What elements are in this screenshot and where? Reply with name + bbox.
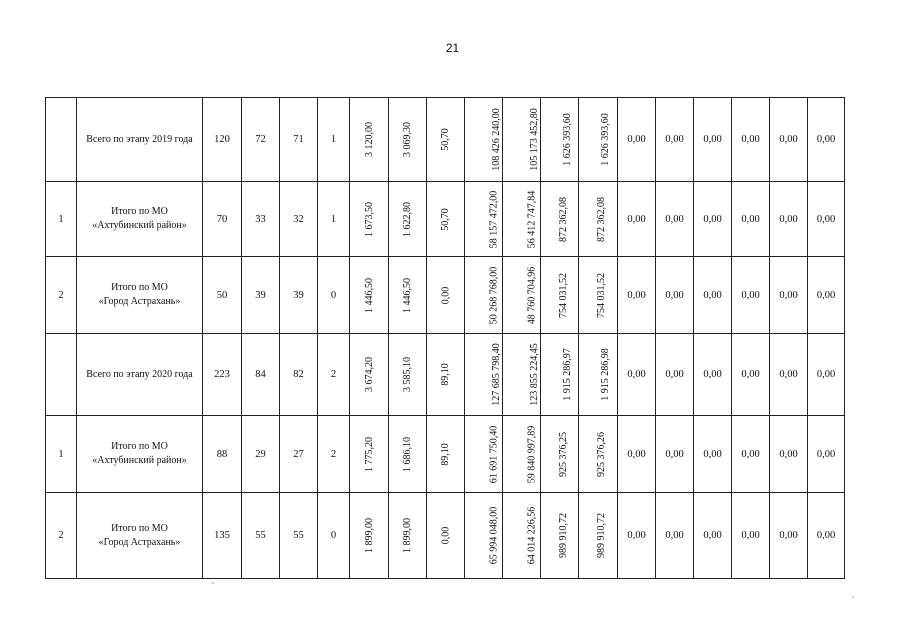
cell-zero: 0,00 xyxy=(808,257,845,334)
cell-zero: 0,00 xyxy=(732,182,770,257)
row-number: 2 xyxy=(46,257,77,334)
table-row xyxy=(46,257,845,334)
cell-zero: 0,00 xyxy=(694,182,732,257)
cell-zero: 0,00 xyxy=(732,334,770,416)
row-name xyxy=(77,257,203,334)
cell-value: 3 674,20 xyxy=(363,357,375,392)
cell-value: 0,00 xyxy=(440,526,451,545)
cell-zero: 0,00 xyxy=(618,98,656,182)
cell-value: 89,10 xyxy=(440,442,451,466)
cell-value: 61 691 750,40 xyxy=(488,425,500,483)
cell-count-2: 33 xyxy=(242,182,280,257)
cell-value: 1 446,50 xyxy=(363,277,375,313)
cell-count-4: 0 xyxy=(318,493,350,579)
cell-value: 1 899,00 xyxy=(363,518,375,553)
cell-value: 989 910,72 xyxy=(558,513,569,558)
row-number: 1 xyxy=(46,182,77,257)
cell-cost-fund xyxy=(503,182,541,257)
cell-cost-region xyxy=(541,334,579,416)
cell-count-4: 2 xyxy=(318,334,350,416)
cell-cost-region xyxy=(541,182,579,257)
cell-zero: 0,00 xyxy=(808,182,845,257)
cell-value: 925 376,26 xyxy=(596,431,607,477)
cell-count-1: 88 xyxy=(203,416,242,493)
cell-value: 754 031,52 xyxy=(558,272,569,318)
cell-value: 3 069,30 xyxy=(402,122,413,157)
cell-cost-fund xyxy=(503,493,541,579)
row-name-line: «Ахтубинский район» xyxy=(92,220,187,231)
row-name xyxy=(77,334,203,416)
row-name-line: «Ахтубинский район» xyxy=(92,455,187,466)
cell-zero: 0,00 xyxy=(618,257,656,334)
cell-value: 105 173 452,80 xyxy=(528,108,540,171)
cell-count-4: 0 xyxy=(318,257,350,334)
cell-value: 1 775,20 xyxy=(363,436,375,472)
cell-value: 872 362,08 xyxy=(558,196,569,242)
row-number xyxy=(46,98,77,182)
cell-area-rest xyxy=(427,416,465,493)
report-table xyxy=(45,97,845,579)
cell-area-rest xyxy=(427,257,465,334)
cell-count-2: 72 xyxy=(242,98,280,182)
cell-value: 50 268 768,00 xyxy=(488,266,500,324)
cell-count-1: 120 xyxy=(203,98,242,182)
cell-zero: 0,00 xyxy=(656,98,694,182)
cell-value: 872 362,08 xyxy=(596,196,607,242)
cell-zero: 0,00 xyxy=(770,334,808,416)
cell-value: 123 855 224,45 xyxy=(528,343,540,406)
cell-count-3: 82 xyxy=(280,334,318,416)
cell-area-total xyxy=(350,493,389,579)
cell-zero: 0,00 xyxy=(656,493,694,579)
cell-value: 48 760 704,96 xyxy=(526,266,538,324)
cell-zero: 0,00 xyxy=(656,257,694,334)
cell-zero: 0,00 xyxy=(732,257,770,334)
cell-cost-total xyxy=(465,334,503,416)
cell-value: 50,70 xyxy=(440,207,451,231)
cell-count-1: 135 xyxy=(203,493,242,579)
row-name xyxy=(77,416,203,493)
cell-cost-fund xyxy=(503,257,541,334)
row-name-line: Итого по МО xyxy=(111,206,168,217)
cell-cost-total xyxy=(465,493,503,579)
page-number: 21 xyxy=(445,41,460,55)
cell-value: 1 673,50 xyxy=(363,201,375,237)
cell-cost-total xyxy=(465,257,503,334)
cell-cost-local xyxy=(579,182,618,257)
table-row xyxy=(46,493,845,579)
cell-value: 989 910,72 xyxy=(596,513,607,558)
row-number: 2 xyxy=(46,493,77,579)
cell-count-4: 2 xyxy=(318,416,350,493)
table-row xyxy=(46,416,845,493)
cell-area-part xyxy=(389,416,427,493)
cell-zero: 0,00 xyxy=(770,98,808,182)
cell-count-1: 70 xyxy=(203,182,242,257)
cell-count-3: 55 xyxy=(280,493,318,579)
cell-cost-total xyxy=(465,182,503,257)
cell-value: 127 685 798,40 xyxy=(490,343,502,406)
cell-zero: 0,00 xyxy=(770,493,808,579)
row-name-line: Всего по этапу 2019 года xyxy=(86,133,193,145)
cell-zero: 0,00 xyxy=(732,416,770,493)
cell-zero: 0,00 xyxy=(694,257,732,334)
cell-area-rest xyxy=(427,334,465,416)
cell-cost-local xyxy=(579,98,618,182)
cell-area-rest xyxy=(427,98,465,182)
cell-zero: 0,00 xyxy=(808,493,845,579)
cell-value: 925 376,25 xyxy=(558,431,569,477)
cell-count-2: 84 xyxy=(242,334,280,416)
row-number: 1 xyxy=(46,416,77,493)
cell-cost-total xyxy=(465,416,503,493)
cell-zero: 0,00 xyxy=(694,334,732,416)
row-name-line: «Город Астрахань» xyxy=(98,536,181,548)
cell-count-1: 223 xyxy=(203,334,242,416)
cell-count-4: 1 xyxy=(318,182,350,257)
cell-cost-region xyxy=(541,257,579,334)
cell-count-2: 55 xyxy=(242,493,280,579)
cell-area-part xyxy=(389,98,427,182)
cell-cost-region xyxy=(541,493,579,579)
row-name xyxy=(77,493,203,579)
cell-cost-local xyxy=(579,493,618,579)
cell-zero: 0,00 xyxy=(694,416,732,493)
table-row xyxy=(46,334,845,416)
cell-area-part xyxy=(389,493,427,579)
cell-cost-total xyxy=(465,98,503,182)
cell-zero: 0,00 xyxy=(618,416,656,493)
row-name-line: Итого по МО xyxy=(111,522,168,534)
cell-cost-region xyxy=(541,416,579,493)
scan-speck xyxy=(212,582,214,584)
cell-area-total xyxy=(350,334,389,416)
cell-zero: 0,00 xyxy=(732,98,770,182)
cell-count-1: 50 xyxy=(203,257,242,334)
cell-value: 1 446,50 xyxy=(402,277,413,313)
cell-value: 50,70 xyxy=(440,128,451,151)
row-number xyxy=(46,334,77,416)
cell-value: 3 585,10 xyxy=(402,357,413,392)
cell-value: 59 840 997,89 xyxy=(526,425,538,483)
cell-count-3: 71 xyxy=(280,98,318,182)
cell-zero: 0,00 xyxy=(618,493,656,579)
cell-area-total xyxy=(350,98,389,182)
cell-cost-local xyxy=(579,416,618,493)
cell-value: 1 899,00 xyxy=(402,518,413,553)
cell-value: 0,00 xyxy=(440,286,451,304)
cell-area-total xyxy=(350,257,389,334)
cell-area-total xyxy=(350,182,389,257)
table-row xyxy=(46,98,845,182)
cell-count-4: 1 xyxy=(318,98,350,182)
cell-value: 108 426 240,00 xyxy=(490,108,502,171)
cell-value: 1 626 393,60 xyxy=(561,113,573,166)
cell-value: 1 686,10 xyxy=(402,436,413,472)
cell-value: 89,10 xyxy=(440,363,451,386)
cell-count-3: 32 xyxy=(280,182,318,257)
cell-value: 65 994 048,00 xyxy=(488,506,500,565)
cell-area-total xyxy=(350,416,389,493)
cell-zero: 0,00 xyxy=(618,182,656,257)
cell-area-rest xyxy=(427,493,465,579)
cell-zero: 0,00 xyxy=(694,493,732,579)
cell-value: 56 412 747,84 xyxy=(526,190,538,248)
cell-count-3: 27 xyxy=(280,416,318,493)
cell-area-part xyxy=(389,334,427,416)
cell-zero: 0,00 xyxy=(732,493,770,579)
cell-zero: 0,00 xyxy=(808,98,845,182)
cell-value: 64 014 226,56 xyxy=(526,506,538,565)
cell-value: 1 626 393,60 xyxy=(599,113,611,166)
cell-zero: 0,00 xyxy=(618,334,656,416)
cell-zero: 0,00 xyxy=(808,334,845,416)
cell-value: 754 031,52 xyxy=(596,272,607,318)
cell-cost-local xyxy=(579,257,618,334)
row-name xyxy=(77,182,203,257)
cell-value: 3 120,00 xyxy=(363,122,375,157)
cell-zero: 0,00 xyxy=(656,182,694,257)
row-name xyxy=(77,98,203,182)
row-name-line: Итого по МО xyxy=(111,282,168,293)
cell-zero: 0,00 xyxy=(694,98,732,182)
cell-zero: 0,00 xyxy=(770,257,808,334)
cell-cost-fund xyxy=(503,416,541,493)
cell-zero: 0,00 xyxy=(656,416,694,493)
cell-zero: 0,00 xyxy=(656,334,694,416)
cell-value: 1 622,80 xyxy=(402,201,413,237)
cell-value: 58 157 472,00 xyxy=(488,190,500,248)
row-name-line: Всего по этапу 2020 года xyxy=(86,368,193,380)
cell-count-2: 29 xyxy=(242,416,280,493)
row-name-line: Итого по МО xyxy=(111,441,168,452)
cell-cost-fund xyxy=(503,334,541,416)
cell-value: 1 915 286,97 xyxy=(561,348,573,401)
cell-area-rest xyxy=(427,182,465,257)
cell-area-part xyxy=(389,182,427,257)
cell-zero: 0,00 xyxy=(770,182,808,257)
cell-value: 1 915 286,98 xyxy=(599,348,611,401)
table-row xyxy=(46,182,845,257)
scan-speck xyxy=(852,596,854,598)
row-name-line: «Город Астрахань» xyxy=(98,296,181,307)
cell-zero: 0,00 xyxy=(770,416,808,493)
cell-area-part xyxy=(389,257,427,334)
cell-count-2: 39 xyxy=(242,257,280,334)
cell-count-3: 39 xyxy=(280,257,318,334)
cell-cost-local xyxy=(579,334,618,416)
cell-cost-region xyxy=(541,98,579,182)
cell-cost-fund xyxy=(503,98,541,182)
cell-zero: 0,00 xyxy=(808,416,845,493)
